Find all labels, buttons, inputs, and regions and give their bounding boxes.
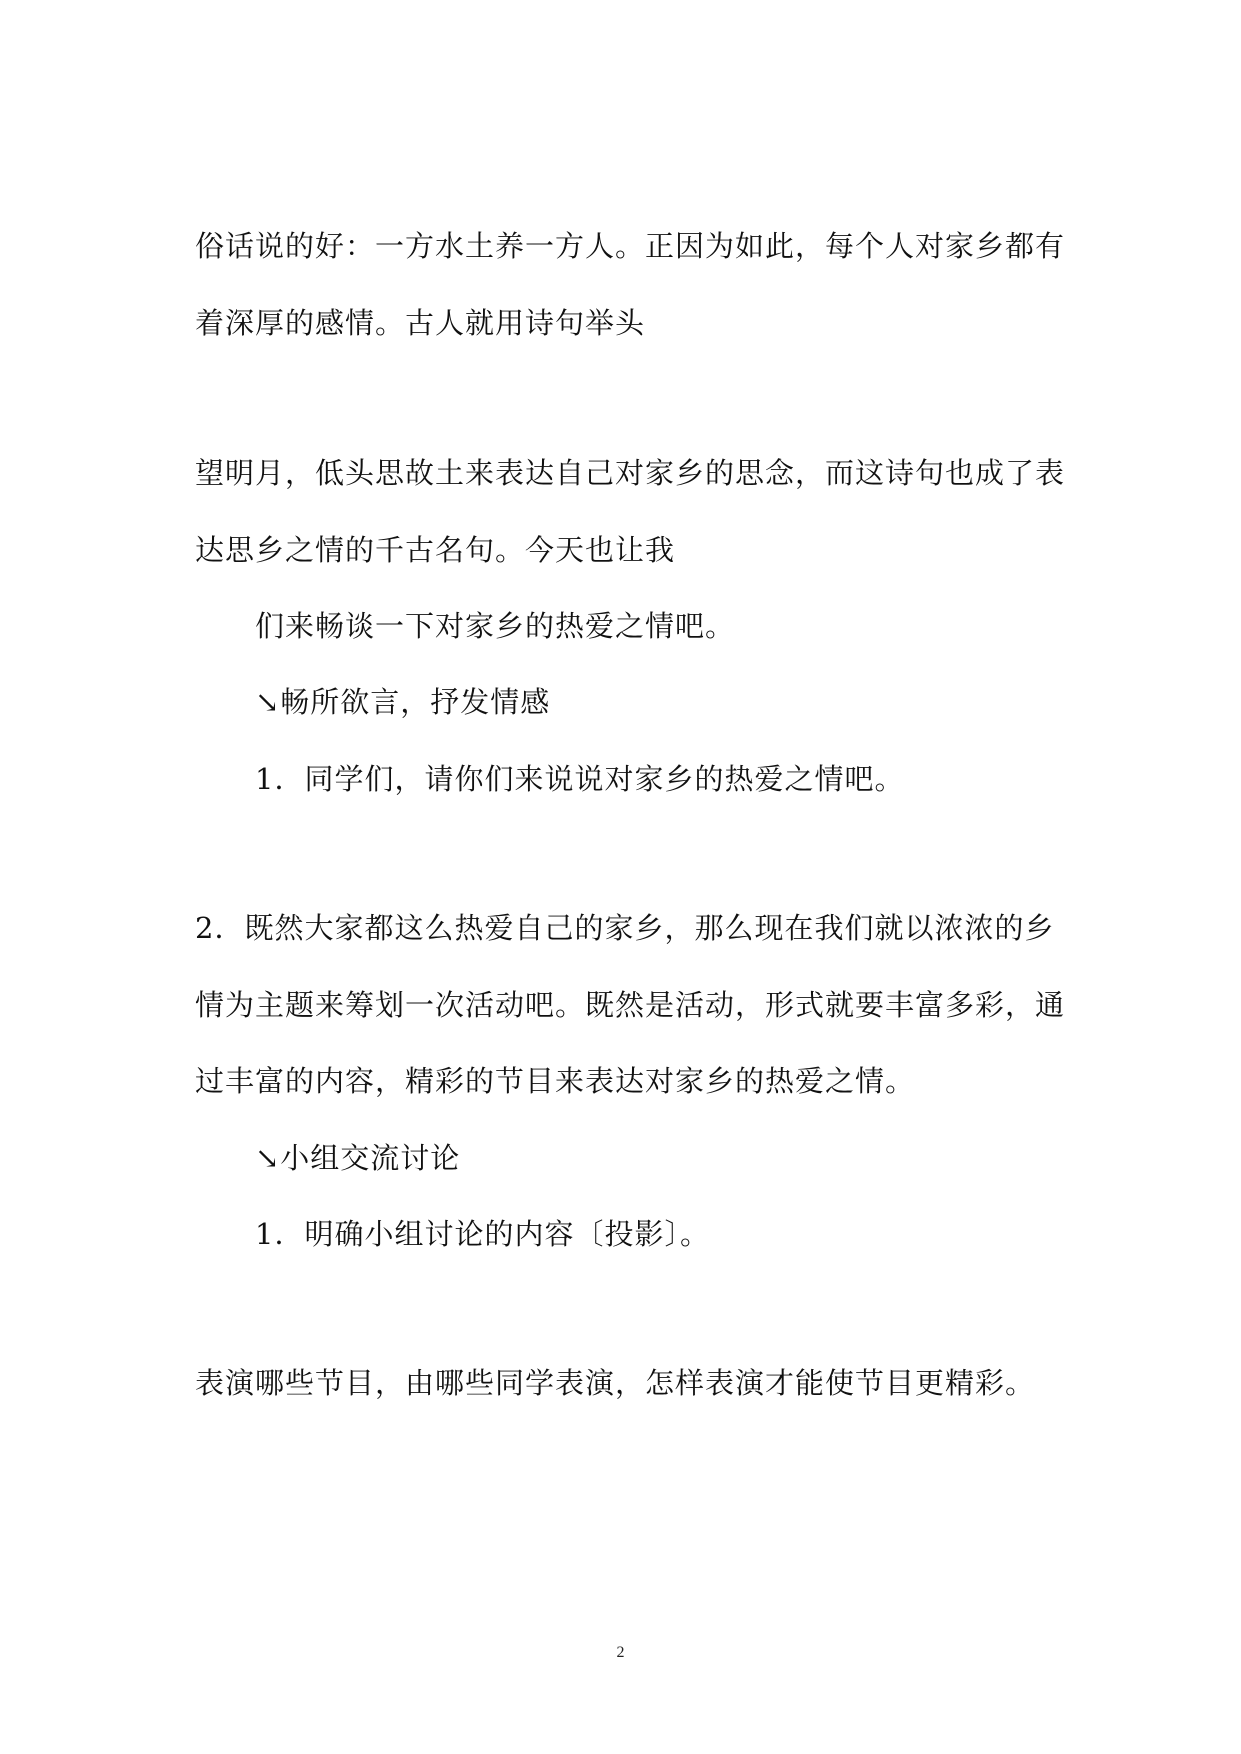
text-line: 过丰富的内容，精彩的节目来表达对家乡的热爱之情。 bbox=[195, 1064, 916, 1098]
text-line: 情为主题来筹划一次活动吧。既然是活动，形式就要丰富多彩，通 bbox=[195, 988, 1066, 1022]
section-heading: ↘畅所欲言，抒发情感 bbox=[255, 685, 551, 719]
section-heading: ↘小组交流讨论 bbox=[255, 1141, 461, 1175]
page-number: 2 bbox=[616, 1644, 625, 1661]
text-line: 们来畅谈一下对家乡的热爱之情吧。 bbox=[255, 609, 736, 643]
list-item: 1．明确小组讨论的内容〔投影〕。 bbox=[255, 1217, 710, 1251]
list-item: 1．同学们，请你们来说说对家乡的热爱之情吧。 bbox=[255, 762, 905, 796]
text-line: 着深厚的感情。古人就用诗句举头 bbox=[195, 306, 646, 340]
text-line: 表演哪些节目，由哪些同学表演，怎样表演才能使节目更精彩。 bbox=[195, 1366, 1036, 1400]
text-line: 达思乡之情的千古名句。今天也让我 bbox=[195, 533, 676, 567]
text-line: 望明月，低头思故土来表达自己对家乡的思念，而这诗句也成了表 bbox=[195, 456, 1066, 490]
list-item: 2．既然大家都这么热爱自己的家乡，那么现在我们就以浓浓的乡 bbox=[195, 911, 1055, 945]
text-line: 俗话说的好：一方水土养一方人。正因为如此，每个人对家乡都有 bbox=[195, 229, 1066, 263]
